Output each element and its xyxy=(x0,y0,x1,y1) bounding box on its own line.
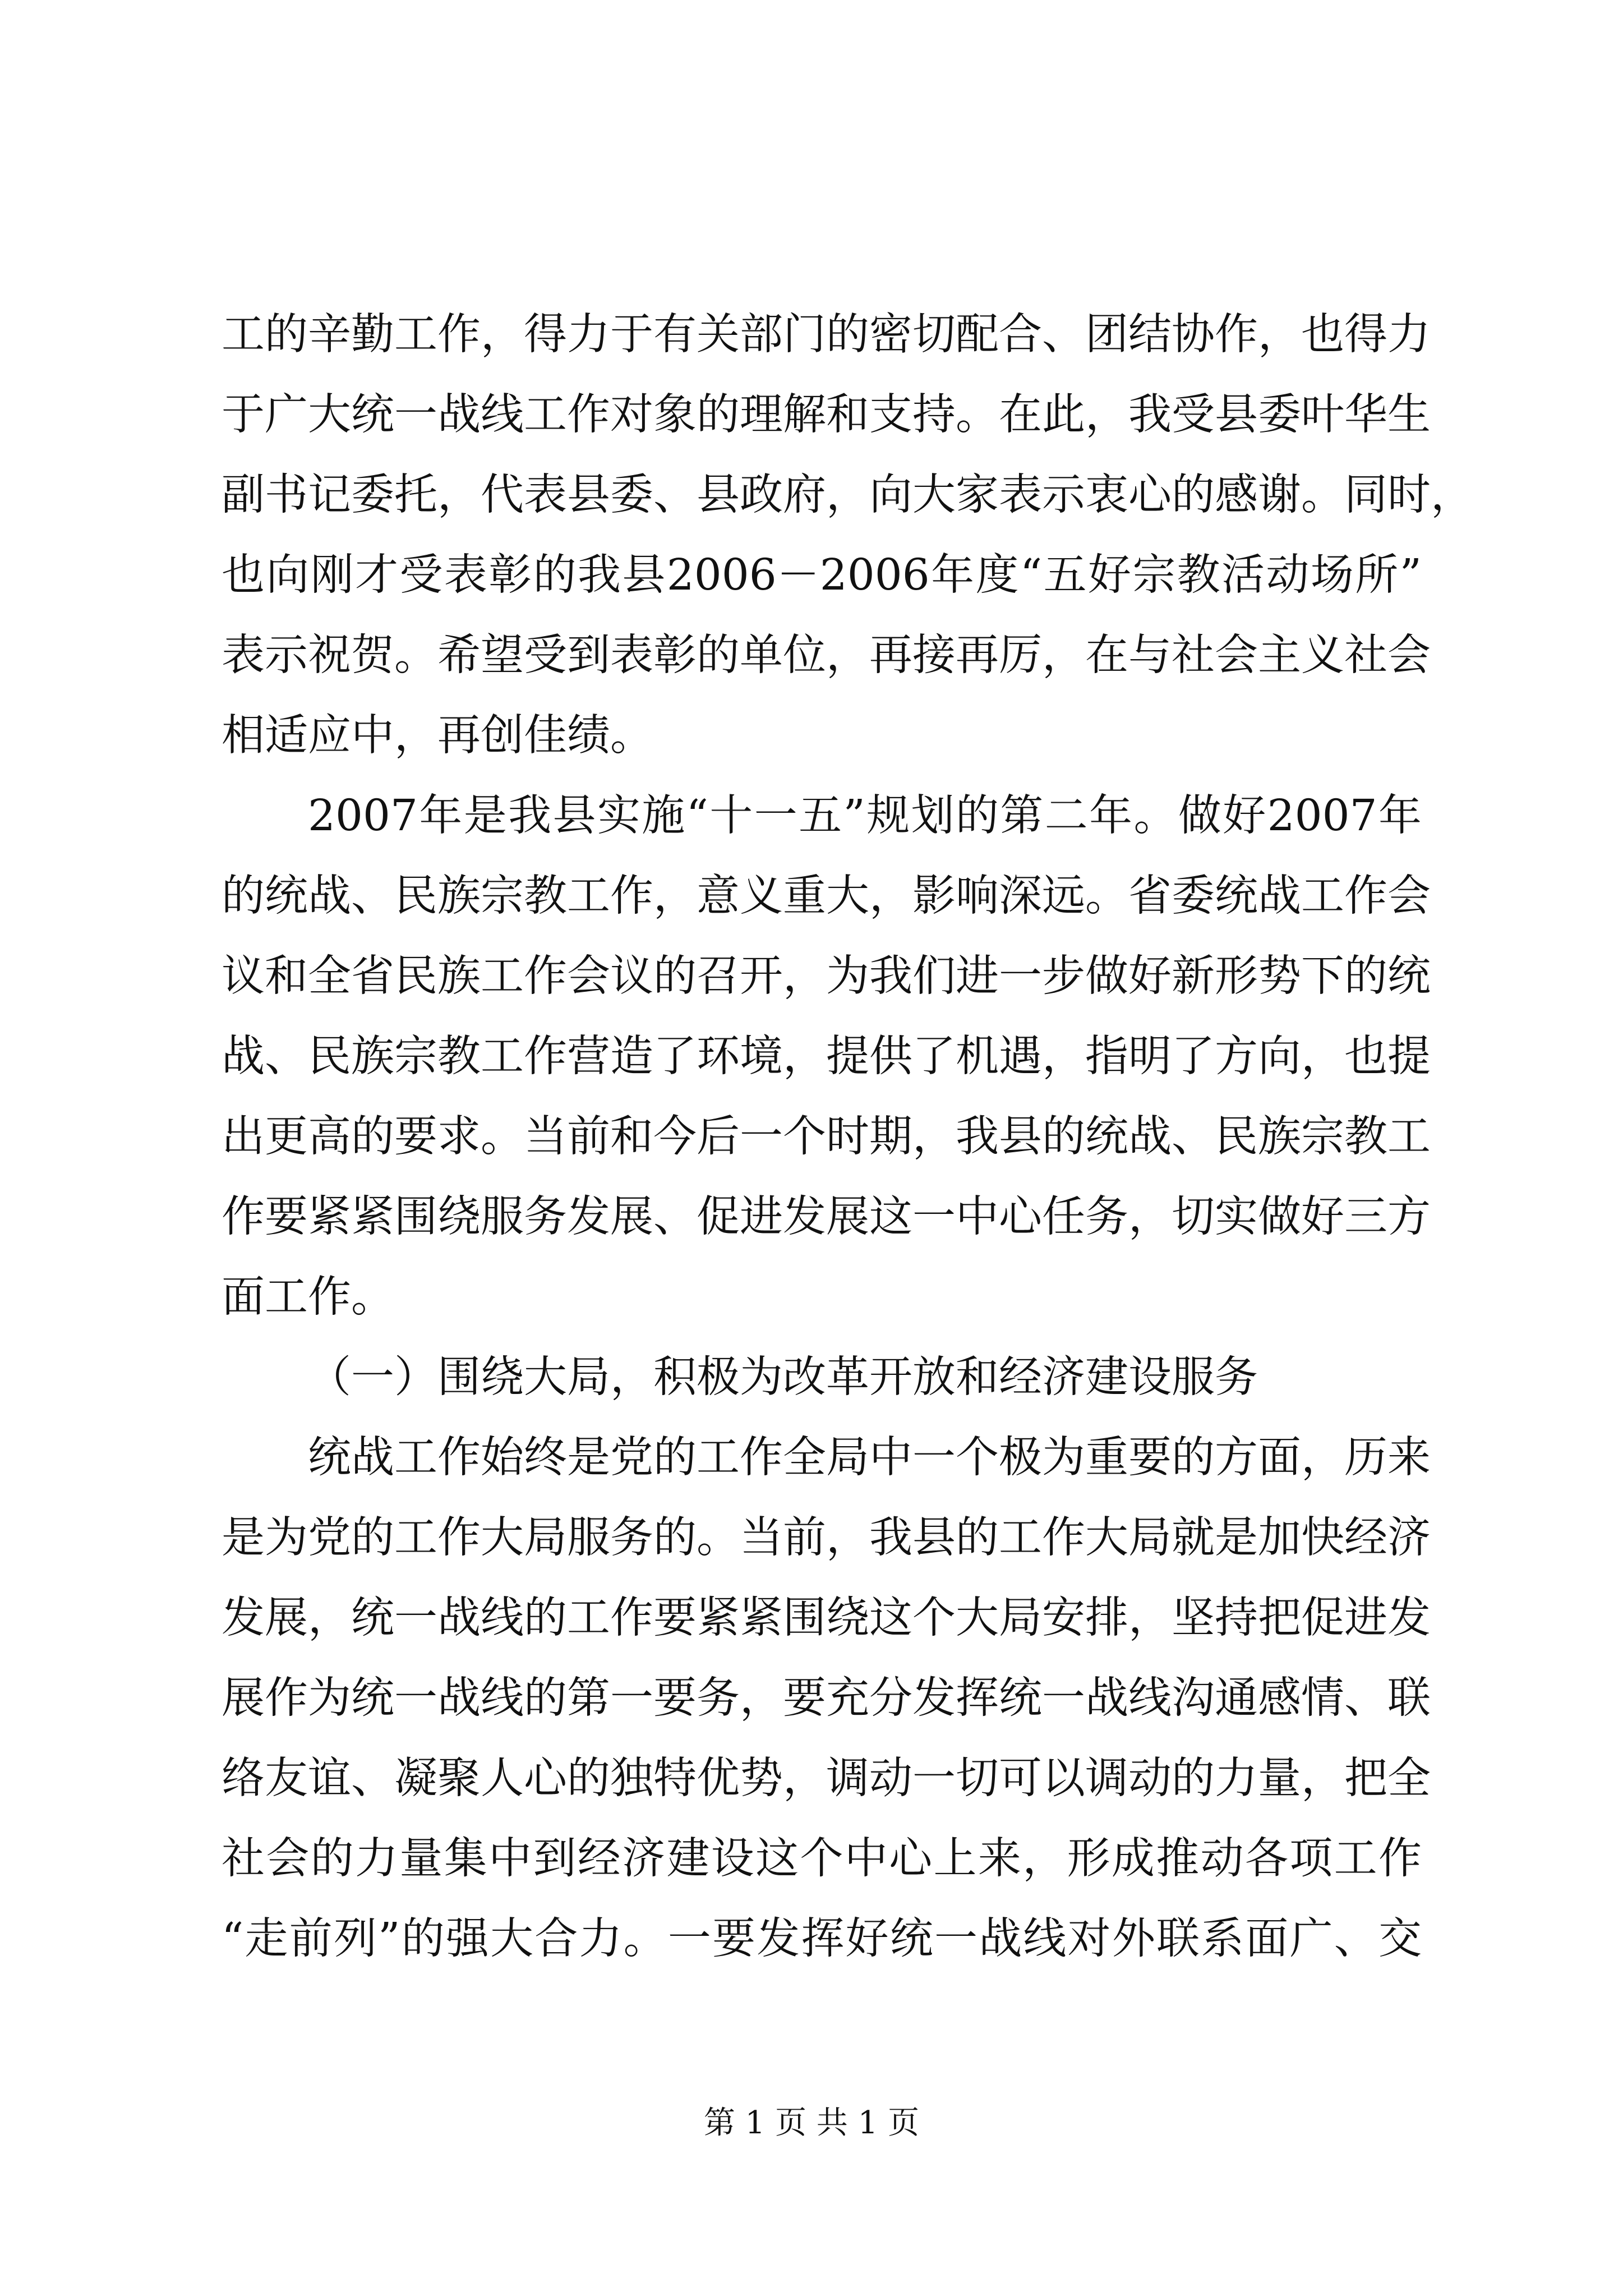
text-line: 络友谊、凝聚人心的独特优势，调动一切可以调动的力量，把全 xyxy=(222,1754,1431,1803)
text-line: 相适应中，再创佳绩。 xyxy=(222,711,653,761)
text-line: 展作为统一战线的第一要务，要充分发挥统一战线沟通感情、联 xyxy=(222,1673,1431,1723)
text-line: “走前列”的强大合力。一要发挥好统一战线对外联系面广、交 xyxy=(222,1914,1422,1964)
text-line: 是为党的工作大局服务的。当前，我县的工作大局就是加快经济 xyxy=(222,1513,1431,1563)
section-heading: （一）围绕大局，积极为改革开放和经济建设服务 xyxy=(308,1352,1258,1402)
text-line: 战、民族宗教工作营造了环境，提供了机遇，指明了方向，也提 xyxy=(222,1032,1431,1082)
text-line: 的统战、民族宗教工作，意义重大，影响深远。省委统战工作会 xyxy=(222,871,1431,921)
text-line: 表示祝贺。希望受到表彰的单位，再接再厉，在与社会主义社会 xyxy=(222,631,1431,680)
paragraph-first-line: 统战工作始终是党的工作全局中一个极为重要的方面，历来 xyxy=(308,1433,1431,1483)
page-number-footer: 第 1 页 共 1 页 xyxy=(703,2105,920,2141)
text-line: 也向刚才受表彰的我县2006－2006年度“五好宗教活动场所” xyxy=(222,550,1422,600)
text-line: 面工作。 xyxy=(222,1272,394,1322)
text-line: 议和全省民族工作会议的召开，为我们进一步做好新形势下的统 xyxy=(222,951,1431,1001)
text-line: 作要紧紧围绕服务发展、促进发展这一中心任务，切实做好三方 xyxy=(222,1192,1431,1242)
paragraph-first-line: 2007年是我县实施“十一五”规划的第二年。做好2007年 xyxy=(308,791,1422,841)
text-line: 于广大统一战线工作对象的理解和支持。在此，我受县委叶华生 xyxy=(222,390,1431,440)
text-line: 社会的力量集中到经济建设这个中心上来，形成推动各项工作 xyxy=(222,1834,1422,1884)
text-line: 工的辛勤工作，得力于有关部门的密切配合、团结协作，也得力 xyxy=(222,310,1431,360)
document-body xyxy=(222,295,1474,1979)
text-line: 出更高的要求。当前和今后一个时期，我县的统战、民族宗教工 xyxy=(222,1112,1431,1162)
text-line: 副书记委托，代表县委、县政府，向大家表示衷心的感谢。同时， xyxy=(222,470,1474,520)
text-line: 发展，统一战线的工作要紧紧围绕这个大局安排，坚持把促进发 xyxy=(222,1593,1431,1643)
